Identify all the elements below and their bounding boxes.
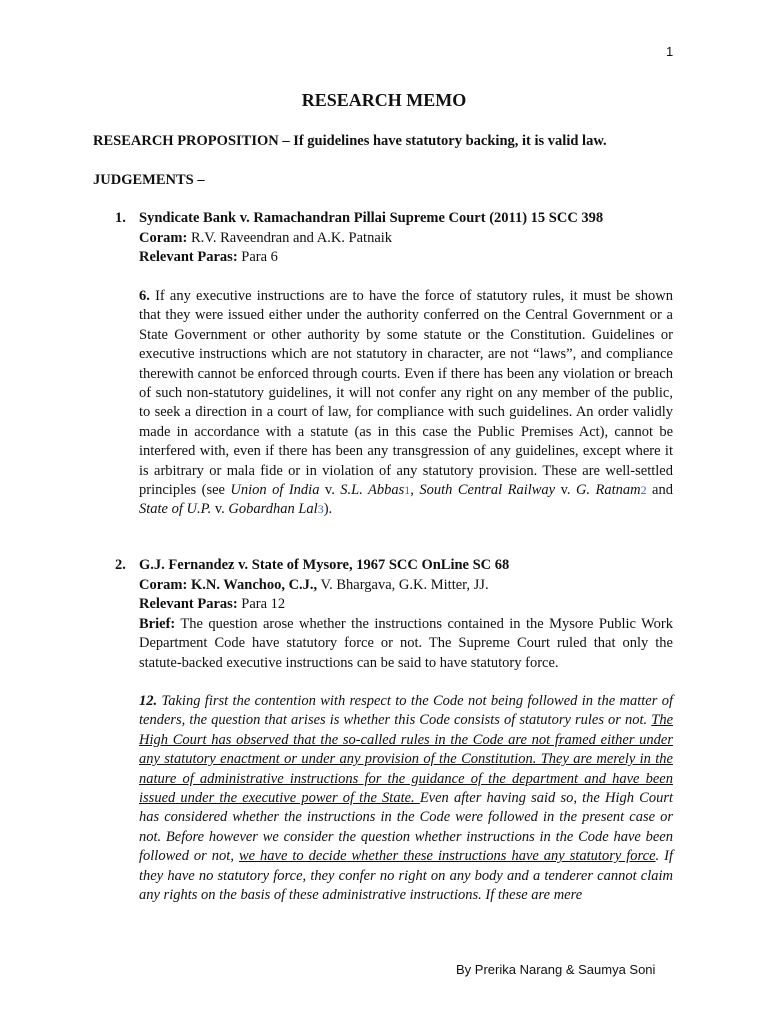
brief-label: Brief: [139, 616, 176, 632]
footnote-ref[interactable]: 1 [404, 483, 411, 498]
relevant-paras-label: Relevant Paras: [139, 596, 238, 612]
citation: South Central Railway [419, 482, 556, 499]
footnote-ref[interactable]: 3 [317, 502, 324, 517]
case-relevant-paras [139, 249, 278, 266]
citation: G. Ratnam [575, 482, 641, 499]
coram-judges: R.V. Raveendran and A.K. Patnaik [187, 230, 393, 246]
para-number: 6. [139, 288, 150, 304]
citation: S.L. Abbas [340, 482, 405, 499]
para-number: 12. [139, 693, 158, 709]
case-excerpt-para-6: 6. If any executive instructions are to have the force of statutory rules, it must be shown that they were issued either under the authority conferred on the Central Government or a State Government or other authority by some statute or the Constitution. Guidelines or executive instructions which are not statutory in character, are not “laws”, and compliance therewith cannot be enforced through courts. Even if there has been any violation or breach of such non-statutory guidelines, it will not confer any right on any member of the public, to seek a direction in a court of law, for compliance with such guidelines. An order validly made in accordance with a statute (as in this case the Public Premises Act), cannot be interfered with, even if there has been any transgression of any guidelines, except where it is arbitrary or mala fide or in violation of any statutory provision. These are well-settled principles (see Union of India v. S.L. Abbas1, South Central Railway v. G. Ratnam2 and State of U.P. v. Gobardhan Lal3). [139, 288, 673, 518]
case-coram [139, 230, 392, 247]
coram-judges: V. Bhargava, G.K. Mitter, JJ. [317, 577, 489, 593]
case-relevant-paras [139, 596, 285, 613]
underlined-passage: The High Court has observed that the so-called rules in the Code are not framed either under any statutory enactment or under any provision of the Constitution. They are merely in the nature of administrative instructions for the guidance of the department and have been issued under the executive power of the State. [139, 712, 673, 807]
case-number: 1. [115, 210, 126, 226]
footer-authors: By Prerika Narang & Saumya Soni [456, 962, 656, 977]
relevant-paras-value: Para 6 [237, 249, 278, 265]
case-title: Syndicate Bank v. Ramachandran Pillai Supreme Court (2011) 15 SCC 398 [139, 210, 604, 226]
case-number: 2. [115, 557, 126, 573]
coram-label: Coram: K.N. Wanchoo, C.J., [139, 577, 318, 593]
case-brief [139, 615, 673, 673]
document-title: RESEARCH MEMO [301, 90, 467, 110]
brief-text: The question arose whether the instructions contained in the Mysore Public Work Department Code have statutory force or not. The Supreme Court ruled that only the statute-backed executive instructions can be said to have statutory force. [139, 616, 673, 671]
relevant-paras-label: Relevant Paras: [139, 249, 238, 265]
case-title: G.J. Fernandez v. State of Mysore, 1967 SCC OnLine SC 68 [139, 557, 510, 573]
citation: Union of India [230, 482, 320, 499]
relevant-paras-value: Para 12 [237, 596, 286, 612]
footnote-ref[interactable]: 2 [640, 483, 647, 498]
underlined-passage: we have to decide whether these instructions have any statutory force [238, 848, 656, 865]
coram-label: Coram: [139, 230, 188, 246]
research-proposition: RESEARCH PROPOSITION – If guidelines have statutory backing, it is valid law. [93, 133, 607, 149]
judgements-heading: JUDGEMENTS – [93, 172, 205, 188]
citation: State of U.P. [139, 501, 212, 518]
citation: Gobardhan Lal [228, 501, 318, 518]
para-text: If any executive instructions are to have the force of statutory rules, it must be shown that they were issued either under the authority conferred on the Central Government or a State Government or other authority by some statute or the Constitution. Guidelines or executive instructions which are not statutory in character, are not “laws”, and compliance therewith cannot be enforced through courts. Even if there has been any violation or breach of such non-statutory guidelines, it will not confer any right on any member of the public, to seek a direction in a court of law, for compliance with such guidelines. An order validly made in accordance with a statute (as in this case the Public Premises Act), cannot be interfered with, even if there has been any transgression of any guidelines, except where it is arbitrary or mala fide or in violation of any statutory provision. These are well-settled principles (see [139, 288, 673, 499]
case-coram [139, 577, 489, 594]
case-excerpt-para-12: 12. Taking first the contention with respect to the Code not being followed in the matter of tenders, the question that arises is whether this Code consists of statutory rules or not. The High Court has observed that the so-called rules in the Code are not framed either under any statutory enactment or under any provision of the Constitution. They are merely in the nature of administrative instructions for the guidance of the department and have been issued under the executive power of the State. Even after having said so, the High Court has considered whether the instructions in the Code were followed in the present case or not. Before however we consider the question whether instructions in the Code have been followed or not, we have to decide whether these instructions have any statutory force. If they have no statutory force, they confer no right on any body and a tenderer cannot claim any rights on the basis of these administrative instructions. If these are mere [139, 693, 674, 904]
page-number: 1 [666, 44, 674, 59]
